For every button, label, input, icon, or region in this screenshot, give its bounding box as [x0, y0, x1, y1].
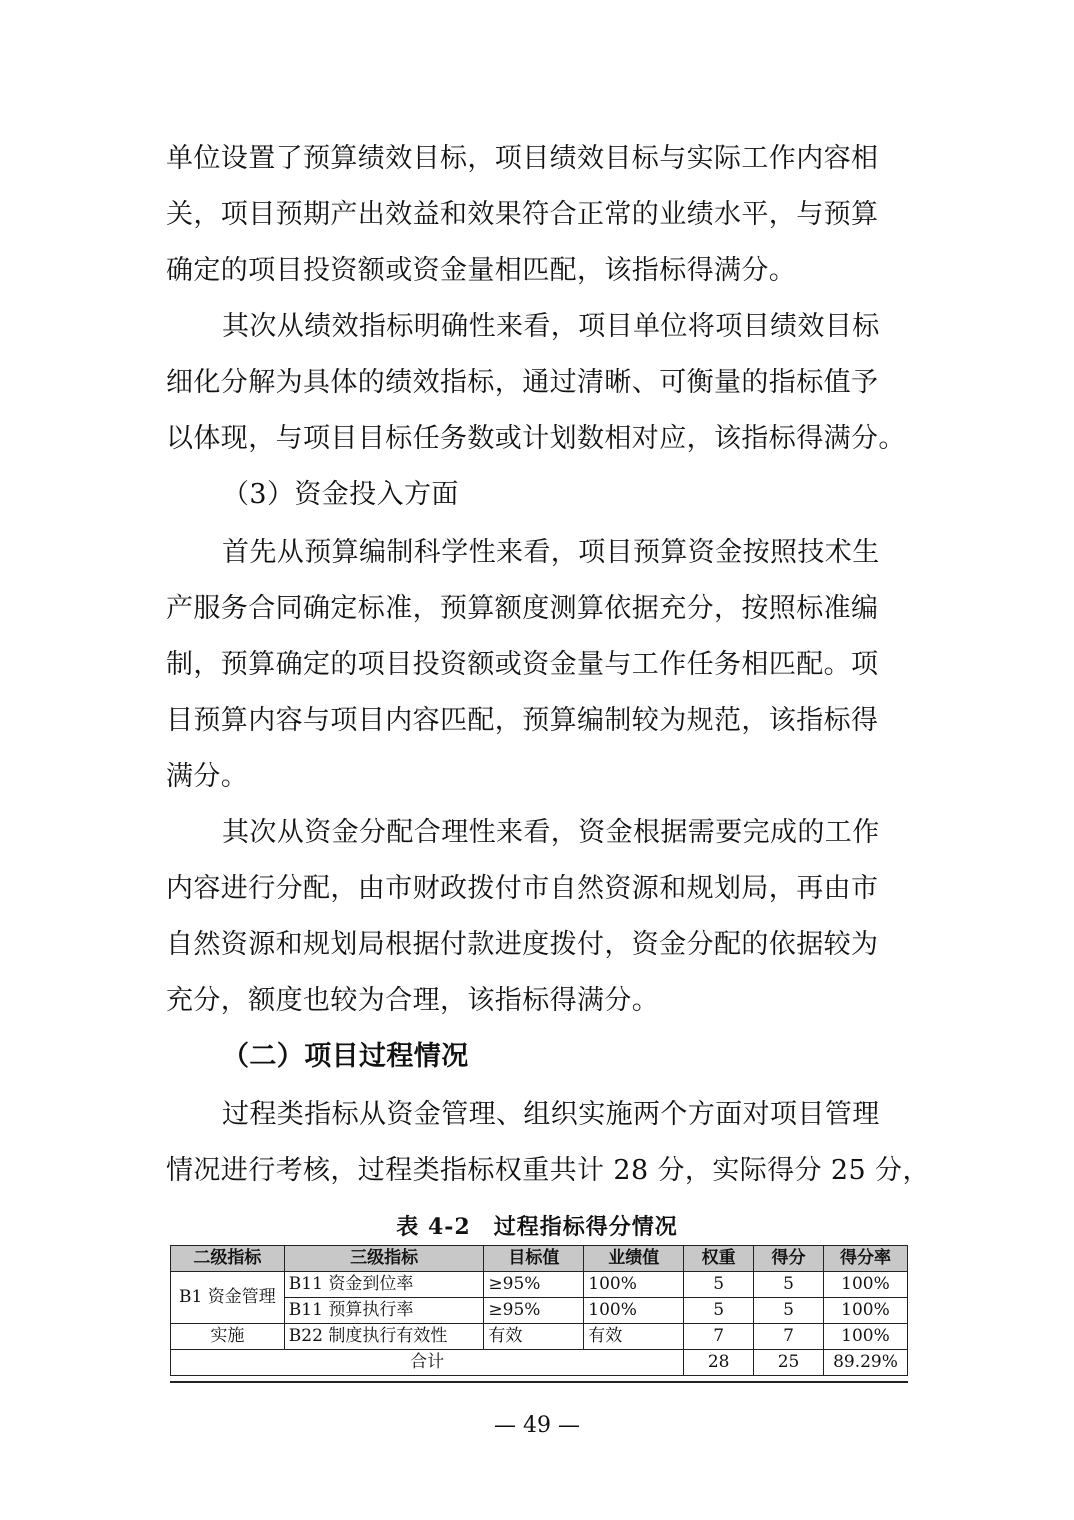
paragraph-line: 目预算内容与项目内容匹配，预算编制较为规范，该指标得 [166, 705, 879, 736]
total-row [171, 1350, 908, 1376]
table-cell: 100% [584, 1298, 684, 1324]
section-heading: （二）项目过程情况 [222, 1041, 469, 1072]
table-cell: 100% [584, 1272, 684, 1298]
paragraph-line: 关，项目预期产出效益和效果符合正常的业绩水平，与预算 [166, 199, 879, 230]
table-cell: 5 [684, 1298, 754, 1324]
table-cell: 5 [684, 1272, 754, 1298]
paragraph-line: 其次从资金分配合理性来看，资金根据需要完成的工作 [222, 817, 880, 848]
table-row [171, 1272, 908, 1298]
table-cell: ≥95% [484, 1298, 584, 1324]
table-cell: 5 [754, 1272, 824, 1298]
table-cell: 100% [823, 1272, 907, 1298]
score-table [170, 1245, 908, 1376]
table-header-row [171, 1246, 908, 1272]
header-cell: 得分率 [823, 1246, 907, 1272]
total-score: 25 [754, 1350, 824, 1376]
table-cell: ≥95% [484, 1272, 584, 1298]
header-cell: 业绩值 [584, 1246, 684, 1272]
table-bottom-rule [170, 1381, 908, 1383]
paragraph-line: 以体现，与项目目标任务数或计划数相对应，该指标得满分。 [166, 423, 906, 454]
table-cell: 有效 [484, 1324, 584, 1350]
header-cell: 得分 [754, 1246, 824, 1272]
paragraph-line: 细化分解为具体的绩效指标，通过清晰、可衡量的指标值予 [166, 367, 879, 398]
table-cell: B11 资金到位率 [284, 1272, 484, 1298]
paragraph-line: 首先从预算编制科学性来看，项目预算资金按照技术生 [222, 537, 880, 568]
paragraph-line: 充分，额度也较为合理，该指标得满分。 [166, 985, 660, 1016]
total-weight: 28 [684, 1350, 754, 1376]
table-cell: B11 预算执行率 [284, 1298, 484, 1324]
paragraph-line: 满分。 [166, 761, 249, 792]
table-cell: 5 [754, 1298, 824, 1324]
table-row [171, 1324, 908, 1350]
paragraph-line: 过程类指标从资金管理、组织实施两个方面对项目管理 [222, 1099, 880, 1130]
paragraph-line: 其次从绩效指标明确性来看，项目单位将项目绩效目标 [222, 311, 880, 342]
paragraph-line: 确定的项目投资额或资金量相匹配，该指标得满分。 [166, 255, 797, 286]
table-title: 表 4-2 过程指标得分情况 [396, 1214, 678, 1240]
table-cell: 有效 [584, 1324, 684, 1350]
paragraph-line: 情况进行考核，过程类指标权重共计 28 分，实际得分 25 分， [166, 1155, 930, 1186]
table-cell: B22 制度执行有效性 [284, 1324, 484, 1350]
total-rate: 89.29% [823, 1350, 907, 1376]
total-label: 合计 [171, 1350, 684, 1376]
table-cell: 100% [823, 1324, 907, 1350]
page-number: — 49 — [494, 1413, 580, 1438]
header-cell: 权重 [684, 1246, 754, 1272]
header-cell: 目标值 [484, 1246, 584, 1272]
paragraph-line: 单位设置了预算绩效目标，项目绩效目标与实际工作内容相 [166, 143, 879, 174]
group-cell: 实施 [171, 1324, 285, 1350]
paragraph-line: 制，预算确定的项目投资额或资金量与工作任务相匹配。项 [166, 649, 879, 680]
header-cell: 二级指标 [171, 1246, 285, 1272]
paragraph-line: 内容进行分配，由市财政拨付市自然资源和规划局，再由市 [166, 873, 879, 904]
table-cell: 100% [823, 1298, 907, 1324]
section-subheading: （3）资金投入方面 [222, 479, 459, 510]
paragraph-line: 自然资源和规划局根据付款进度拨付，资金分配的依据较为 [166, 929, 879, 960]
table-cell: 7 [684, 1324, 754, 1350]
header-cell: 三级指标 [284, 1246, 484, 1272]
group-cell: B1 资金管理 [171, 1272, 285, 1324]
paragraph-line: 产服务合同确定标准，预算额度测算依据充分，按照标准编 [166, 593, 879, 624]
table-cell: 7 [754, 1324, 824, 1350]
